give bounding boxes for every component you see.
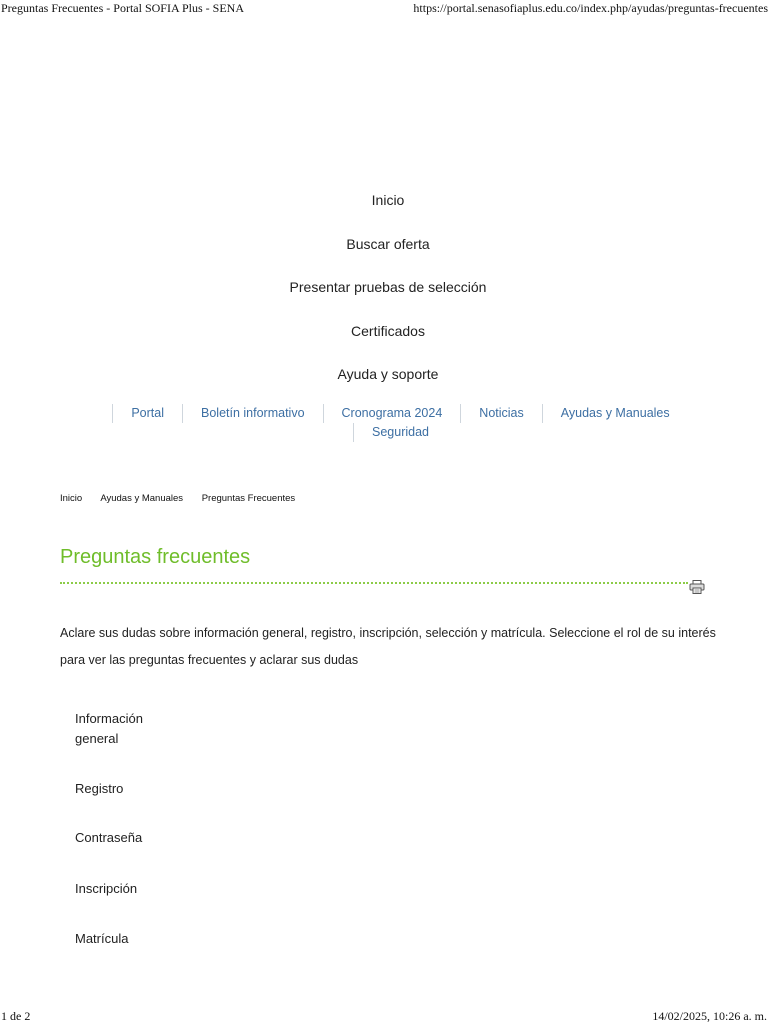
title-divider — [60, 582, 688, 584]
main-menu-item-inicio[interactable] — [0, 188, 768, 232]
main-menu-item-label[interactable]: Inicio — [371, 192, 405, 208]
secondary-menu-item-noticias[interactable]: Noticias — [460, 404, 541, 423]
print-page-count: 1 de 2 — [1, 1009, 31, 1023]
secondary-menu-item-seguridad[interactable]: Seguridad — [353, 423, 447, 442]
role-item-contrasena[interactable]: Contraseña — [75, 830, 143, 845]
secondary-menu-item-portal[interactable]: Portal — [112, 404, 182, 423]
secondary-menu-item-boletin[interactable]: Boletín informativo — [182, 404, 323, 423]
secondary-menu-item-ayudas-manuales[interactable]: Ayudas y Manuales — [542, 404, 688, 423]
main-menu-item-label[interactable]: Certificados — [351, 322, 425, 339]
main-menu-item-ayuda-soporte[interactable] — [0, 362, 768, 406]
print-datetime: 14/02/2025, 10:26 a. m. — [652, 1009, 767, 1023]
print-footer — [0, 1009, 768, 1024]
main-menu-item-buscar-oferta[interactable] — [0, 232, 768, 276]
breadcrumb — [60, 493, 311, 504]
print-page-url: https://portal.senasofiaplus.edu.co/index.php/ayudas/preguntas-frecuentes — [413, 1, 768, 15]
secondary-menu — [0, 404, 768, 442]
secondary-menu-row — [0, 423, 768, 442]
secondary-menu-row — [0, 404, 768, 423]
intro-text: Aclare sus dudas sobre información general, registro, inscripción, selección y matrícula. Seleccione el rol de su interés para ver las preguntas frecuentes y aclarar sus dudas — [60, 626, 716, 667]
secondary-menu-item-cronograma[interactable]: Cronograma 2024 — [323, 404, 461, 423]
role-item-inscripcion[interactable]: Inscripción — [75, 881, 138, 896]
role-item-matricula[interactable]: Matrícula — [75, 931, 129, 946]
main-menu-item-label[interactable]: Presentar pruebas de selección — [289, 279, 487, 295]
print-page-title: Preguntas Frecuentes - Portal SOFIA Plus - SENA — [1, 1, 244, 15]
breadcrumb-item-current: Preguntas Frecuentes — [201, 493, 296, 504]
main-menu-item-label[interactable]: Ayuda y soporte — [337, 366, 439, 382]
printer-icon[interactable] — [689, 580, 705, 594]
breadcrumb-item-ayudas-manuales[interactable]: Ayudas y Manuales — [100, 493, 184, 504]
breadcrumb-item-inicio[interactable]: Inicio — [60, 493, 83, 504]
main-menu-item-pruebas-seleccion[interactable] — [0, 275, 768, 319]
printer-icon-graphic — [689, 580, 705, 594]
main-menu-item-certificados[interactable] — [0, 319, 768, 363]
main-menu-item-label[interactable]: Buscar oferta — [346, 235, 430, 252]
page-title: Preguntas frecuentes — [60, 546, 251, 568]
main-menu — [0, 188, 768, 406]
print-header — [0, 0, 768, 18]
role-item-informacion-general[interactable]: Información general — [75, 711, 143, 746]
role-item-registro[interactable]: Registro — [75, 781, 124, 796]
